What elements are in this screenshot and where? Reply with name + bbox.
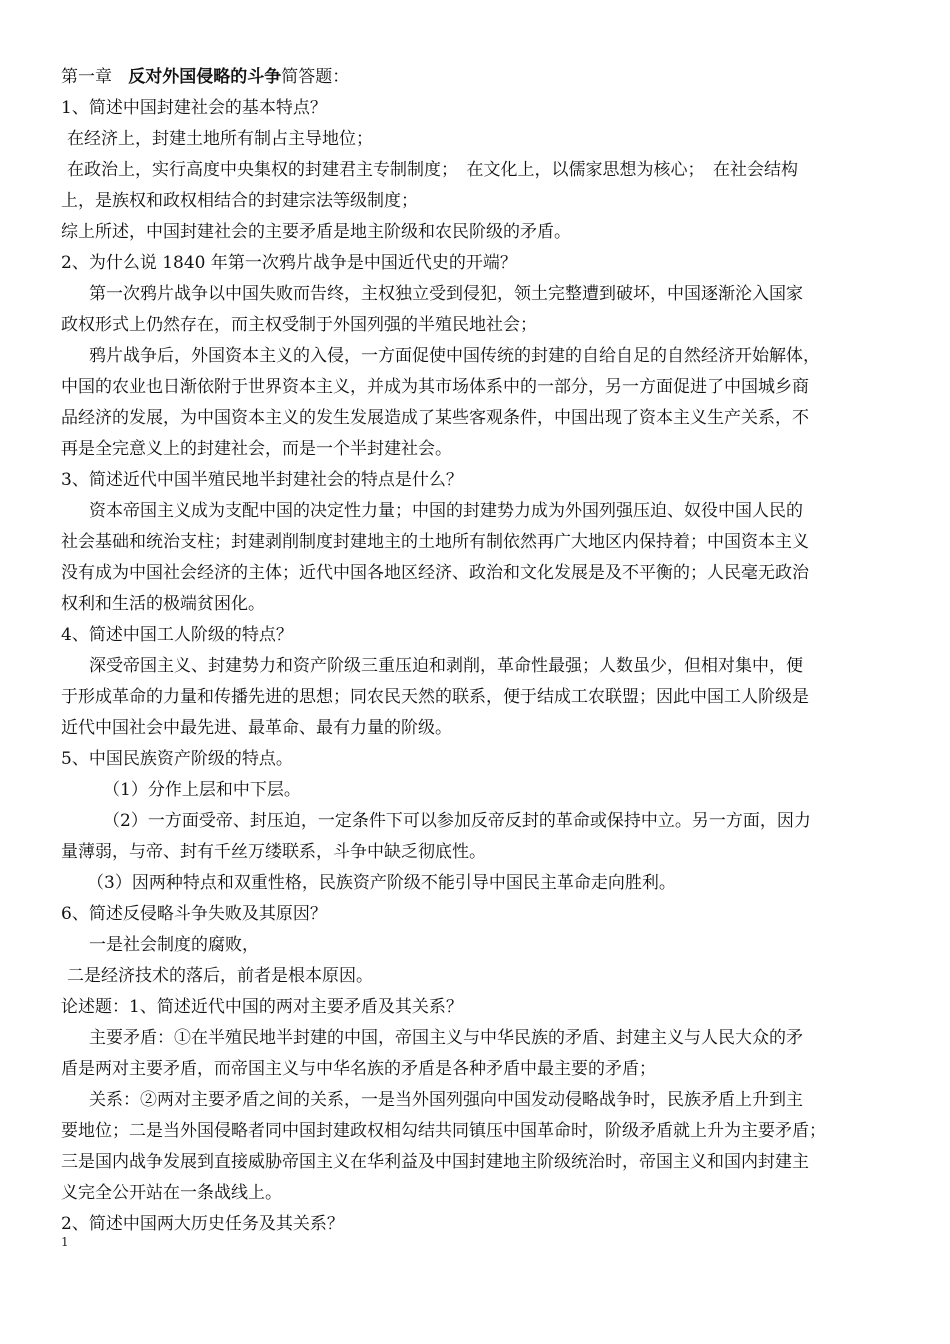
answer-3-line3: 没有成为中国社会经济的主体；近代中国各地区经济、政治和文化发展是及不平衡的；人民毫无政治 <box>61 563 809 583</box>
answer-3-line4: 权利和生活的极端贫困化。 <box>61 594 265 614</box>
question-3: 3、简述近代中国半殖民地半封建社会的特点是什么？ <box>61 470 463 490</box>
essay-1-relation-line2: 要地位；二是当外国侵略者同中国封建政权相勾结共同镇压中国革命时，阶级矛盾就上升为主要矛盾； <box>61 1121 826 1141</box>
question-2: 2、为什么说 1840 年第一次鸦片战争是中国近代史的开端？ <box>61 253 517 273</box>
answer-1-summary: 综上所述，中国封建社会的主要矛盾是地主阶级和农民阶级的矛盾。 <box>61 222 571 242</box>
essay-question-2: 2、简述中国两大历史任务及其关系？ <box>61 1214 344 1234</box>
answer-4-line1: 深受帝国主义、封建势力和资产阶级三重压迫和剥削，革命性最强；人数虽少，但相对集中，便 <box>89 656 803 676</box>
answer-5-item3: （3）因两种特点和双重性格，民族资产阶级不能引导中国民主革命走向胜利。 <box>87 873 676 893</box>
answer-6-reason2: 二是经济技术的落后，前者是根本原因。 <box>67 966 373 986</box>
answer-1-politics-line2: 上，是族权和政权相结合的封建宗法等级制度； <box>61 191 418 211</box>
essay-1-relation-line4: 义完全公开站在一条战线上。 <box>61 1183 282 1203</box>
essay-question-1: 论述题：1、简述近代中国的两对主要矛盾及其关系？ <box>61 997 463 1017</box>
answer-3-line2: 社会基础和统治支柱；封建剥削制度封建地主的土地所有制依然再广大地区内保持着；中国资本主义 <box>61 532 809 552</box>
answer-5-item2-line1: （2）一方面受帝、封压迫，一定条件下可以参加反帝反封的革命或保持中立。另一方面，因力 <box>103 811 811 831</box>
document-body <box>61 62 893 1240</box>
question-5: 5、中国民族资产阶级的特点。 <box>61 749 293 769</box>
page-number: 1 <box>61 1235 69 1249</box>
chapter-heading <box>61 62 893 93</box>
answer-4-line2: 于形成革命的力量和传播先进的思想；同农民天然的联系，便于结成工农联盟；因此中国工人阶级是 <box>61 687 809 707</box>
chapter-title: 反对外国侵略的斗争 <box>128 67 282 87</box>
question-6: 6、简述反侵略斗争失败及其原因？ <box>61 904 327 924</box>
question-4: 4、简述中国工人阶级的特点？ <box>61 625 293 645</box>
answer-5-item1: （1）分作上层和中下层。 <box>103 780 301 800</box>
chapter-label: 第一章 <box>61 67 112 87</box>
answer-2-p2-line2: 中国的农业也日渐依附于世界资本主义，并成为其市场体系中的一部分，另一方面促进了中国城乡商 <box>61 377 809 397</box>
answer-5-item2-line2: 量薄弱，与帝、封有千丝万缕联系，斗争中缺乏彻底性。 <box>61 842 486 862</box>
essay-1-relation-line1: 关系：②两对主要矛盾之间的关系，一是当外国列强向中国发动侵略战争时，民族矛盾上升到主 <box>89 1090 803 1110</box>
answer-4-line3: 近代中国社会中最先进、最革命、最有力量的阶级。 <box>61 718 452 738</box>
answer-1-politics-line1: 在政治上，实行高度中央集权的封建君主专制制度； 在文化上，以儒家思想为核心； 在社会结构 <box>67 160 798 180</box>
chapter-section-label: 简答题： <box>281 67 350 87</box>
answer-2-p2-line1: 鸦片战争后，外国资本主义的入侵，一方面促使中国传统的封建的自给自足的自然经济开始解体， <box>89 346 820 366</box>
essay-1-relation-line3: 三是国内战争发展到直接威胁帝国主义在华利益及中国封建地主阶级统治时，帝国主义和国内封建主 <box>61 1152 809 1172</box>
essay-1-main-line2: 盾是两对主要矛盾，而帝国主义与中华名族的矛盾是各种矛盾中最主要的矛盾； <box>61 1059 656 1079</box>
answer-1-economy: 在经济上，封建土地所有制占主导地位； <box>67 129 373 149</box>
answer-3-line1: 资本帝国主义成为支配中国的决定性力量；中国的封建势力成为外国列强压迫、奴役中国人民的 <box>89 501 803 521</box>
question-1: 1、简述中国封建社会的基本特点？ <box>61 98 327 118</box>
answer-6-reason1: 一是社会制度的腐败， <box>89 935 259 955</box>
answer-2-p2-line3: 品经济的发展，为中国资本主义的发生发展造成了某些客观条件，中国出现了资本主义生产关系，不 <box>61 408 809 428</box>
answer-2-p2-line4: 再是全完意义上的封建社会，而是一个半封建社会。 <box>61 439 452 459</box>
essay-1-main-line1: 主要矛盾：①在半殖民地半封建的中国，帝国主义与中华民族的矛盾、封建主义与人民大众的矛 <box>89 1028 803 1048</box>
answer-2-p1-line2: 政权形式上仍然存在，而主权受制于外国列强的半殖民地社会； <box>61 315 537 335</box>
answer-2-p1-line1: 第一次鸦片战争以中国失败而告终，主权独立受到侵犯，领土完整遭到破坏，中国逐渐沦入国家 <box>89 284 803 304</box>
